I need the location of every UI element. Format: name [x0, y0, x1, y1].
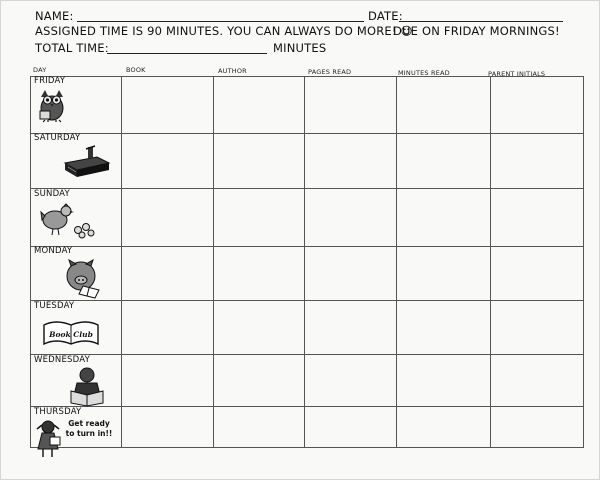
table-border-top	[30, 76, 584, 77]
total-time-field[interactable]	[107, 53, 267, 54]
column-header-minutes-read: MINUTES READ	[398, 69, 450, 77]
date-label: DATE:	[368, 9, 403, 23]
column-header-author: AUTHOR	[218, 67, 247, 75]
column-divider	[304, 76, 305, 448]
minutes-label: MINUTES	[273, 41, 327, 55]
day-label-thursday: THURSDAY	[34, 407, 82, 417]
hen-and-chicks-icon	[39, 200, 97, 240]
book-club-icon	[41, 319, 101, 349]
reading-log-table	[30, 76, 584, 448]
row-divider	[30, 406, 584, 407]
row-divider	[30, 188, 584, 189]
day-label-saturday: SATURDAY	[34, 133, 81, 143]
day-label-tuesday: TUESDAY	[34, 301, 75, 311]
reading-pig-icon	[63, 258, 105, 300]
day-label-sunday: SUNDAY	[34, 189, 70, 199]
name-field[interactable]	[77, 21, 364, 22]
total-time-label: TOTAL TIME:	[35, 41, 109, 55]
day-label-wednesday: WEDNESDAY	[34, 355, 90, 365]
reading-child-icon	[67, 365, 109, 407]
assigned-time-text: ASSIGNED TIME IS 90 MINUTES. YOU CAN ALWAYS DO MORE! ☺	[35, 24, 413, 38]
book-icon	[61, 143, 113, 179]
book-club-sign-text: Book Club	[49, 330, 93, 339]
row-divider	[30, 300, 584, 301]
table-border-right	[583, 76, 584, 448]
day-label-friday: FRIDAY	[34, 76, 66, 86]
day-label-monday: MONDAY	[34, 246, 73, 256]
column-header-parent-initials: PARENT INITIALS	[488, 70, 546, 78]
name-label: NAME:	[35, 9, 74, 23]
girl-with-book-icon	[34, 419, 66, 459]
owl-icon	[35, 87, 69, 123]
table-border-bottom	[30, 447, 584, 448]
column-divider	[396, 76, 397, 448]
column-header-pages-read: PAGES READ	[308, 68, 352, 76]
table-border-left	[30, 76, 31, 448]
column-divider	[121, 76, 122, 448]
row-divider	[30, 354, 584, 355]
row-divider	[30, 246, 584, 247]
due-date-text: DUE ON FRIDAY MORNINGS!	[393, 24, 560, 38]
column-divider	[490, 76, 491, 448]
column-divider	[213, 76, 214, 448]
column-header-day: DAY	[33, 66, 47, 74]
date-field[interactable]	[399, 21, 563, 22]
thursday-note: Get ready to turn in!!	[65, 419, 113, 438]
column-header-book: BOOK	[126, 66, 146, 74]
row-divider	[30, 133, 584, 134]
